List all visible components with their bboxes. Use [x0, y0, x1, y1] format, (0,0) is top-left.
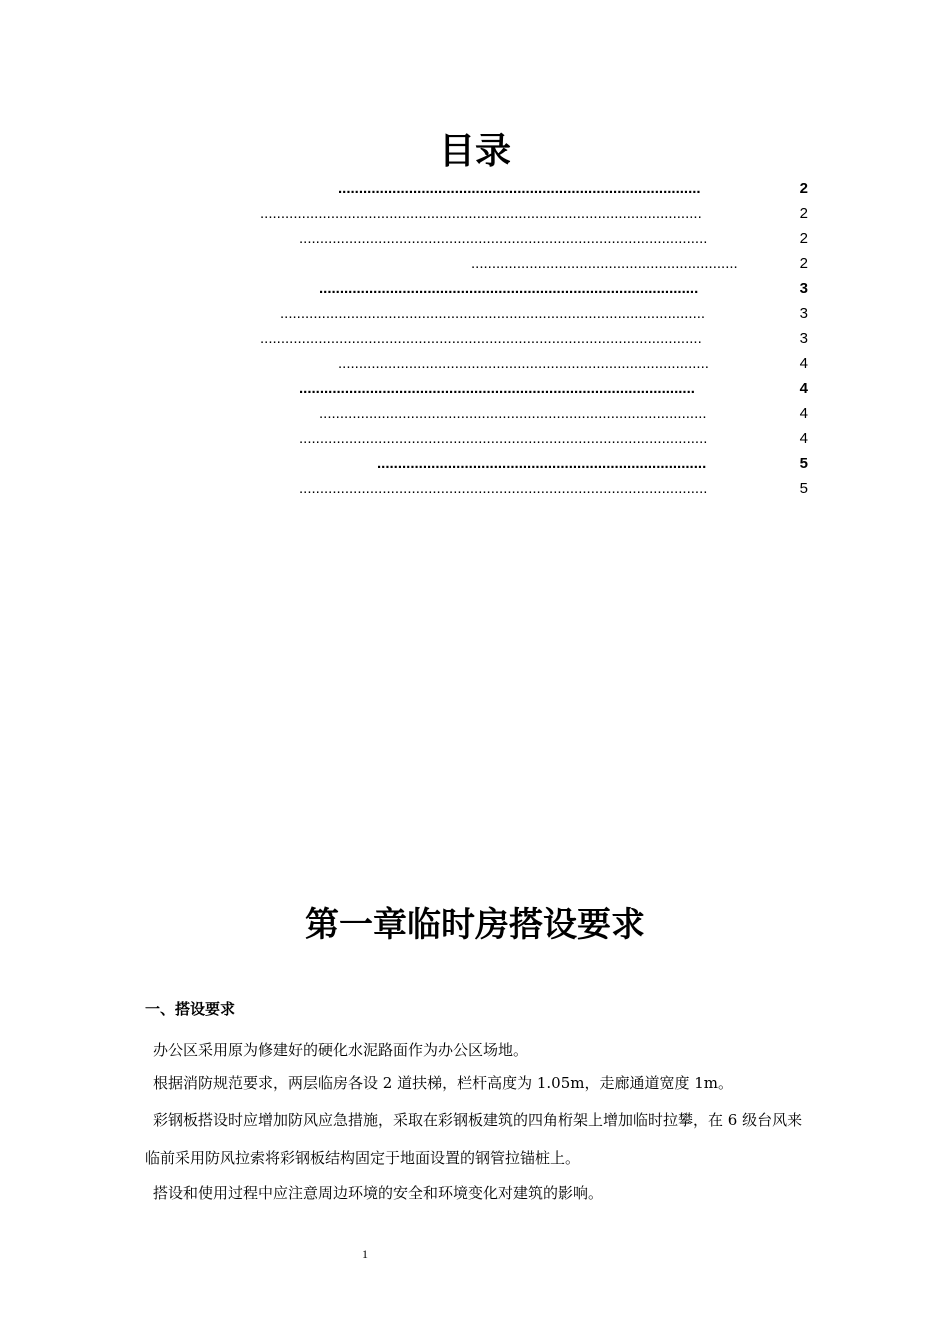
toc-page-number: 2: [799, 205, 808, 222]
toc-leader-dots: ..................................................................................................: [299, 430, 708, 447]
toc-page-number: 4: [799, 405, 808, 422]
toc-entry[interactable]: [377, 451, 808, 476]
toc-page-number: 2: [799, 180, 808, 197]
paragraph: [145, 1064, 810, 1102]
toc-entry[interactable]: [299, 426, 808, 451]
toc-entry[interactable]: [280, 301, 808, 326]
paragraph-text: 根据消防规范要求，两层临房各设 2 道扶梯，栏杆高度为 1.05m，走廊通道宽度 1m。: [153, 1074, 734, 1092]
toc-leader-dots: .........................................................................................: [338, 355, 709, 372]
toc-leader-dots: ...........................................................................................: [319, 280, 699, 297]
toc-page-number: 2: [799, 255, 808, 272]
paragraph: [145, 1174, 810, 1212]
toc-leader-dots: ..................................................................................................: [299, 230, 708, 247]
toc-leader-dots: .............................................................................................: [319, 405, 707, 422]
toc-page-number: 4: [799, 355, 808, 372]
toc-leader-dots: ..........................................................................................................: [260, 330, 702, 347]
toc-entry[interactable]: [338, 351, 808, 376]
toc-page-number: 5: [799, 480, 808, 497]
paragraph-text: 办公区采用原为修建好的硬化水泥路面作为办公区场地。: [153, 1041, 529, 1059]
paragraph: [145, 1101, 810, 1177]
toc-entry[interactable]: [471, 251, 808, 276]
toc-entry[interactable]: [319, 401, 808, 426]
toc-page-number: 3: [799, 280, 808, 297]
toc-leader-dots: ......................................................................................................: [280, 305, 706, 322]
toc-entry[interactable]: [299, 376, 808, 401]
toc-title: 目录: [438, 131, 511, 172]
toc-page-number: 2: [799, 230, 808, 247]
toc-entry[interactable]: [299, 226, 808, 251]
toc-leader-dots: ................................................................: [471, 255, 738, 272]
toc-leader-dots: ..................................................................................................: [299, 480, 708, 497]
toc-page-number: 4: [799, 430, 808, 447]
toc-entry[interactable]: [338, 176, 808, 201]
toc-leader-dots: ...............................................................................: [377, 455, 707, 472]
paragraph-text: 彩钢板搭设时应增加防风应急措施，采取在彩钢板建筑的四角桁架上增加临时拉攀，在 6 级台风来临前采用防风拉索将彩钢板结构固定于地面设置的钢管拉锚桩上。: [145, 1111, 803, 1167]
toc-leader-dots: ...............................................................................................: [299, 380, 695, 397]
section-heading: 一、搭设要求: [145, 1000, 236, 1018]
toc-page-number: 3: [799, 330, 808, 347]
toc-page-number: 4: [799, 380, 808, 397]
toc-page-number: 5: [799, 455, 808, 472]
toc-leader-dots: .......................................................................................: [338, 180, 701, 197]
toc-page-number: 3: [799, 305, 808, 322]
chapter-title: 第一章临时房搭设要求: [305, 905, 645, 945]
toc-leader-dots: ..........................................................................................................: [260, 205, 702, 222]
toc-entry[interactable]: [260, 201, 808, 226]
page-number: 1: [362, 1247, 368, 1261]
toc-entry[interactable]: [260, 326, 808, 351]
toc-entry[interactable]: [299, 476, 808, 501]
paragraph-text: 搭设和使用过程中应注意周边环境的安全和环境变化对建筑的影响。: [153, 1184, 604, 1202]
toc-entry[interactable]: [319, 276, 808, 301]
